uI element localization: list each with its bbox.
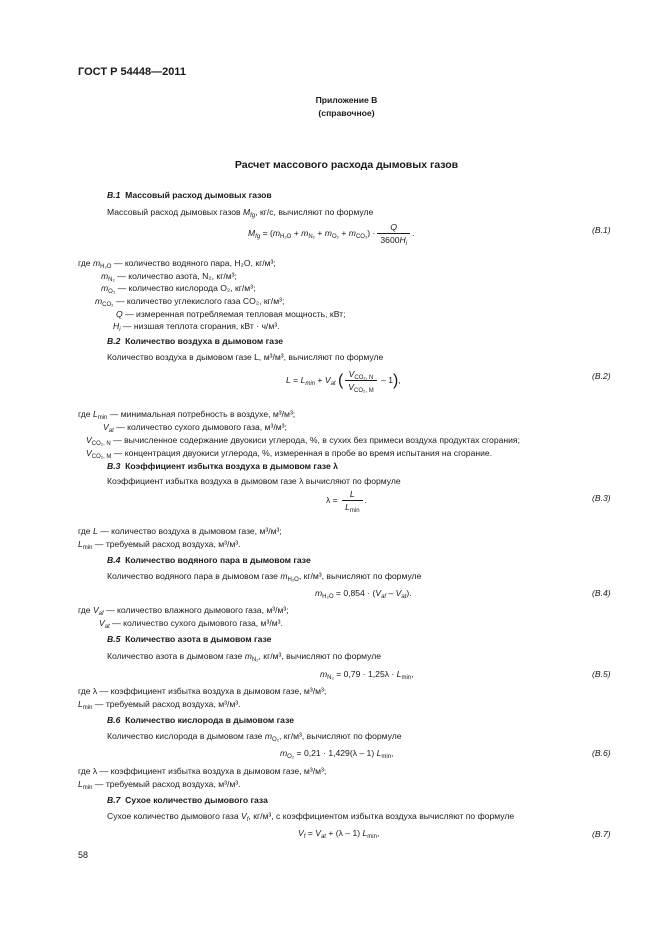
definition-row: где λ — коэффициент избытка воздуха в дымовом газе, м³/м³; (78, 686, 327, 696)
definition-row: $L_{min}$ — требуемый расход воздуха, м³/м³. (78, 699, 241, 711)
formula-number-b2: (В.2) (592, 371, 611, 381)
definition-row: $m_{O_2}$ — количество кислорода O₂, кг/м³; (101, 283, 256, 295)
document-id: ГОСТ Р 54448—2011 (78, 66, 186, 78)
definition-row: $m_{CO_2}$ — количество углекислого газа CO₂, кг/м³; (95, 296, 285, 308)
definition-row: $V_{CO_2, M}$ — концентрация двуокиси углерода, %, измеренная в пробе во время испытания на сгорание. (86, 448, 493, 460)
section-heading-b1: В.1 Массовый расход дымовых газов (107, 190, 272, 200)
formula-b7: $V_f = V_{at} + (\lambda - 1)$ $L_{min}$, (298, 828, 380, 840)
formula-b2: $L = L_{min} + V_{at}$ ( $\frac{V_{CO_2, N}}{V_{CO_2, M}}$ – 1), (286, 369, 401, 395)
section-title: Расчет массового расхода дымовых газов (234, 159, 459, 171)
definition-row: Q — измеренная потребляемая тепловая мощность, кВт; (116, 309, 346, 319)
definition-row: где $L_{min}$ — минимальная потребность в воздухе, м³/м³; (78, 409, 296, 421)
formula-number-b5: (В.5) (592, 669, 611, 679)
section-heading-b5: В.5 Количество азота в дымовом газе (107, 634, 272, 644)
formula-number-b3: (В.3) (592, 493, 611, 503)
formula-b3: λ = $\frac{L}{L_{min}}$ . (326, 489, 367, 515)
definition-row: где L — количество воздуха в дымовом газе, м³/м³; (78, 526, 282, 536)
formula-number-b4: (В.4) (592, 588, 611, 598)
formula-number-b1: (В.1) (592, 225, 611, 235)
definition-row: $H_i$ — низшая теплота сгорания, кВт · ч/м³. (113, 321, 280, 333)
definition-row: $L_{min}$ — требуемый расход воздуха, м³/м³. (78, 539, 241, 551)
section-intro-b7: Сухое количество дымового газа $V_f$, кг/м³, с коэффициентом избытка воздуха вычисляют по формуле (107, 811, 515, 823)
section-intro-b5: Количество азота в дымовом газе $m_{N_2}$, кг/м³, вычисляют по формуле (107, 651, 382, 663)
definition-row: где λ — коэффициент избытка воздуха в дымовом газе, м³/м³; (78, 766, 327, 776)
section-heading-b3: В.3 Коэффициент избытка воздуха в дымовом газе λ (107, 461, 338, 471)
section-intro-b1: Массовый расход дымовых газов $M_{fg}$, кг/с, вычисляют по формуле (107, 207, 374, 219)
section-intro-b3: Коэффициент избытка воздуха в дымовом газе λ вычисляют по формуле (107, 476, 401, 486)
definition-row: $m_{N_2}$ — количество азота, N₂, кг/м³; (101, 271, 237, 283)
formula-b6: $m_{O_2} = 0,21 \cdot 1,429(\lambda - 1)$ $L_{min}$, (280, 748, 394, 760)
section-heading-b2: В.2 Количество воздуха в дымовом газе (107, 336, 284, 346)
formula-number-b6: (В.6) (592, 748, 611, 758)
formula-b5: $m_{N_2} = 0,79 \cdot 1,25\lambda \cdot L_{min}$, (320, 669, 414, 681)
appendix-subtitle: (справочное) (318, 108, 375, 118)
definition-row: $V_{at}$ — количество сухого дымового газа, м³/м³. (99, 618, 283, 630)
definition-row: где $m_{H_2O}$ — количество водяного пара, H₂O, кг/м³; (78, 258, 276, 270)
section-intro-b4: Количество водяного пара в дымовом газе $m_{H_2O}$, кг/м³, вычисляют по формуле (107, 571, 422, 583)
section-heading-b7: В.7 Сухое количество дымового газа (107, 795, 268, 805)
formula-number-b7: (В.7) (592, 829, 611, 839)
formula-b4: $m_{H_2O} = 0,854 \cdot (V_{af} - V_{at})$. (315, 588, 412, 600)
page-number: 58 (78, 850, 89, 860)
section-intro-b6: Количество кислорода в дымовом газе $m_{O_2}$, кг/м³, вычисляют по формуле (107, 731, 402, 743)
definition-row: $V_{at}$ — количество сухого дымового газа, м³/м³; (103, 422, 287, 434)
definition-row: где $V_{af}$ — количество влажного дымового газа, м³/м³; (78, 605, 289, 617)
appendix-title: Приложение В (315, 95, 378, 105)
definition-row: $V_{CO_2, N}$ — вычисленное содержание двуокиси углерода, %, в сухих без примеси воздуха продуктах сгорания; (86, 435, 520, 447)
section-heading-b4: В.4 Количество водяного пара в дымовом газе (107, 555, 311, 565)
formula-b1: $M_{fg} = (m_{H_2O} + m_{N_2} + m_{O_2} + m_{CO_2})$ · $\frac{Q}{3600H_i}$ . (248, 222, 415, 248)
section-intro-b2: Количество воздуха в дымовом газе L, м³/м³, вычисляют по формуле (107, 352, 384, 362)
section-heading-b6: В.6 Количество кислорода в дымовом газе (107, 715, 295, 725)
definition-row: $L_{min}$ — требуемый расход воздуха, м³/м³. (78, 779, 241, 791)
